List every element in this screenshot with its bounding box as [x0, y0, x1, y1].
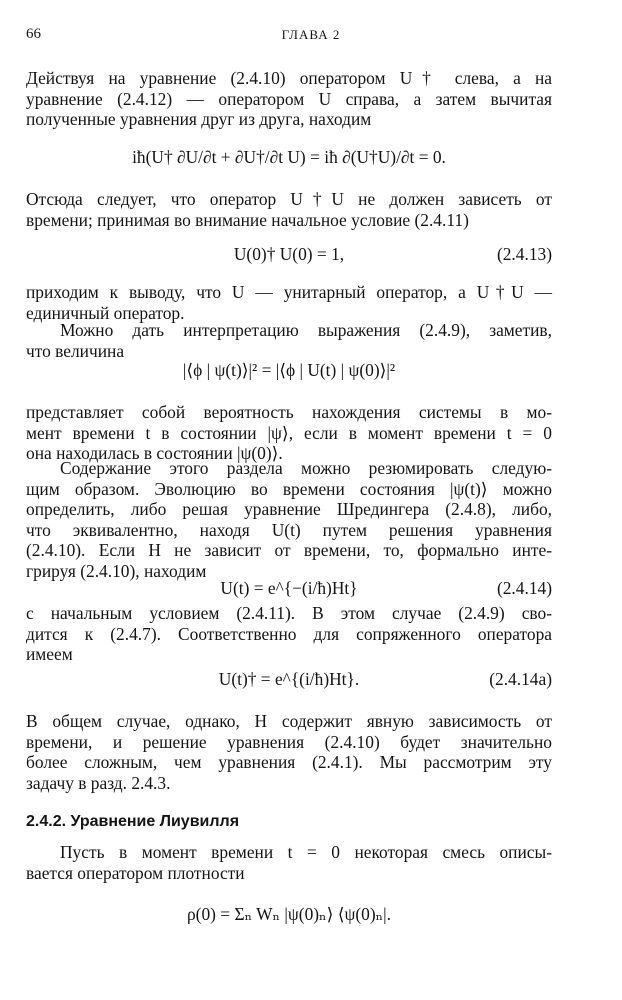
text-line: задачу в разд. 2.4.3. — [26, 772, 171, 793]
equation-number: (2.4.14a) — [489, 669, 552, 689]
text-line: имеем — [26, 644, 73, 665]
equation-3 — [26, 358, 552, 382]
equation-number: (2.4.13) — [496, 244, 552, 264]
text-line: единичный оператор. — [26, 302, 185, 323]
text-line: (2.4.10). Если H не зависит от времени, то, формально инте- — [26, 540, 552, 561]
text-line: щим образом. Эволюцию во времени состояния |ψ(t)⟩ можно — [26, 478, 552, 499]
equation-formula: U(t)† = e^{(i/ħ)Ht}. — [218, 669, 360, 689]
text-line: В общем случае, однако, H содержит явную зависимость от — [26, 711, 552, 731]
paragraph-8 — [26, 711, 552, 793]
paragraph-7 — [26, 603, 552, 665]
paragraph-4 — [26, 320, 552, 361]
equation-formula: iħ(U† ∂U/∂t + ∂U†/∂t U) = iħ ∂(U†U)/∂t = 0. — [132, 147, 446, 167]
equation-2-4-14a — [26, 667, 552, 691]
text-line: что эквивалентно, находя U(t) путем решения уравнения — [26, 519, 552, 540]
text-line: времени, и решение уравнения (2.4.10) будет значительно — [26, 731, 552, 752]
paragraph-6 — [26, 458, 552, 582]
page-number: 66 — [26, 26, 41, 42]
text-line: более сложным, чем уравнения (2.4.1). Мы рассмотрим эту — [26, 752, 552, 773]
equation-formula: |⟨ϕ | ψ(t)⟩|² = |⟨ϕ | U(t) | ψ(0)⟩|² — [182, 360, 396, 380]
running-head: ГЛАВА 2 — [281, 27, 341, 42]
equation-formula: U(0)† U(0) = 1, — [233, 244, 345, 264]
section-heading: 2.4.2. Уравнение Лиувилля — [26, 813, 240, 830]
text-line: мент времени t в состоянии |ψ⟩, если в момент времени t = 0 — [26, 422, 552, 443]
equation-formula: ρ(0) = Σₙ Wₙ |ψ(0)ₙ⟩ ⟨ψ(0)ₙ|. — [186, 904, 392, 924]
text-line: Действуя на уравнение (2.4.10) оператором U† слева, а на — [26, 68, 552, 88]
equation-number: (2.4.14) — [496, 578, 552, 598]
text-line: она находилась в состоянии |ψ(0)⟩. — [26, 443, 283, 464]
text-line: времени; принимая во внимание начальное условие (2.4.11) — [26, 209, 469, 230]
paragraph-1 — [26, 68, 552, 130]
paragraph-2 — [26, 189, 552, 230]
text-line: уравнение (2.4.12) — оператором U справа, а затем вычитая — [26, 88, 552, 109]
text-line: вается оператором плотности — [26, 862, 245, 883]
text-line: что величина — [26, 340, 125, 361]
text-line: представляет собой вероятность нахождения системы в мо- — [26, 402, 552, 422]
text-line: с начальным условием (2.4.11). В этом случае (2.4.9) сво- — [26, 603, 552, 623]
paragraph-3 — [26, 282, 552, 323]
text-line: полученные уравнения друг из друга, находим — [26, 109, 372, 130]
text-line: Отсюда следует, что оператор U†U не должен зависеть от — [26, 189, 552, 209]
text-line: Можно дать интерпретацию выражения (2.4.9), заметив, — [60, 320, 552, 340]
equation-2-4-14 — [26, 576, 552, 600]
paragraph-5 — [26, 402, 552, 464]
text-line: дится к (2.4.7). Соответственно для сопряженного оператора — [26, 623, 552, 644]
equation-1 — [26, 142, 552, 172]
text-line: грируя (2.4.10), находим — [26, 560, 207, 581]
equation-formula: U(t) = e^{−(i/ħ)Ht} — [220, 578, 358, 598]
equation-density-operator — [26, 898, 552, 930]
text-line: определить, либо решая уравнение Шредингера (2.4.8), либо, — [26, 499, 552, 520]
paragraph-9 — [26, 842, 552, 883]
page-header — [26, 26, 596, 46]
text-line: приходим к выводу, что U — унитарный оператор, а U†U — — [26, 282, 552, 302]
text-line: Пусть в момент времени t = 0 некоторая смесь описы- — [60, 842, 552, 862]
equation-2-4-13 — [26, 242, 552, 266]
text-line: Содержание этого раздела можно резюмировать следую- — [60, 458, 552, 478]
